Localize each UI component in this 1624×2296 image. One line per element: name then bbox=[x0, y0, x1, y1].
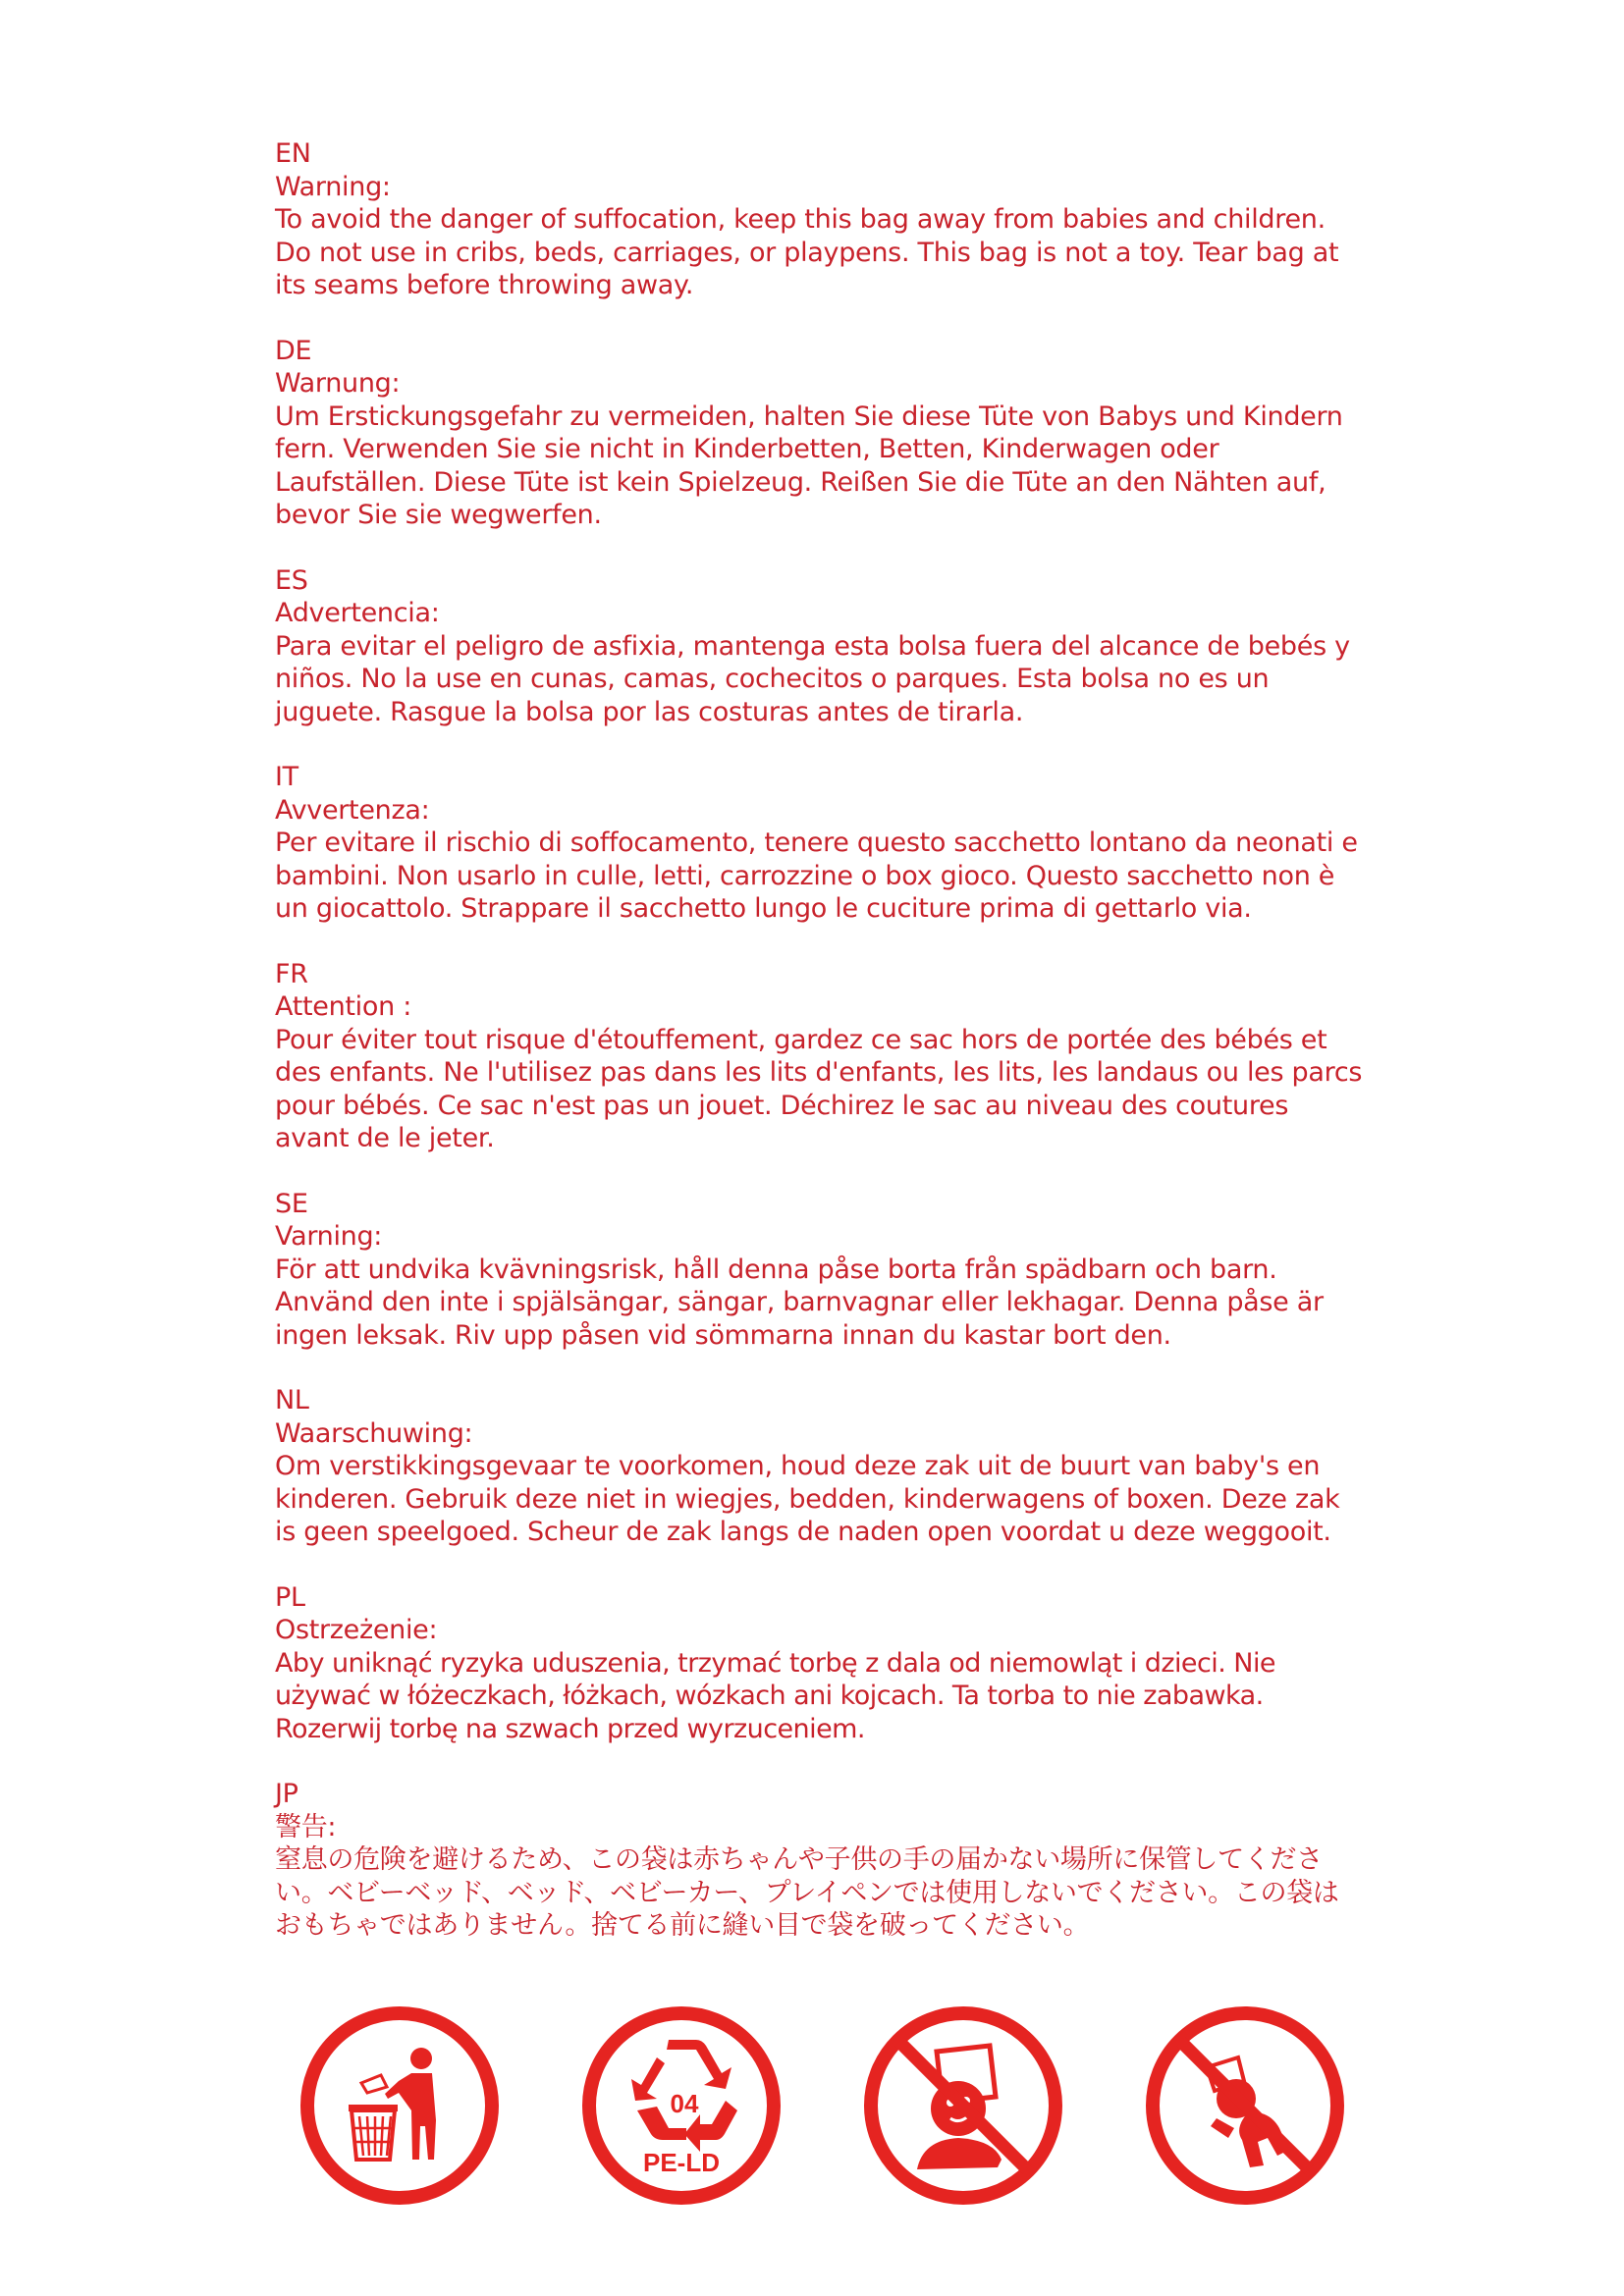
no-babies-icon bbox=[1142, 2002, 1348, 2209]
warning-title: Warnung: bbox=[275, 368, 401, 399]
warning-block-pl bbox=[275, 1581, 1365, 1746]
warning-title: Avvertenza: bbox=[275, 794, 430, 826]
warning-text: Pour éviter tout risque d'étouffement, gardez ce sac hors de portée des bébés et des enfants. Ne l'utilisez pas dans les lits d'enfants, les lits, les landaus ou les parcs pour bébés. Ce sac n'est pas un jouet. Déchirez le sac au niveau des coutures avant de le jeter. bbox=[275, 1024, 1363, 1153]
language-code: NL bbox=[275, 1385, 309, 1415]
warning-block-es bbox=[275, 564, 1365, 729]
warning-block-de bbox=[275, 335, 1365, 532]
warning-title: Advertencia: bbox=[275, 598, 440, 628]
language-code: PL bbox=[275, 1581, 305, 1613]
warning-text: Um Erstickungsgefahr zu vermeiden, halten Sie diese Tüte von Babys und Kindern fern. Verwenden Sie sie nicht in Kinderbetten, Betten, Kinderwagen oder Laufställen. Diese Tüte ist kein Spielzeug. Reißen Sie die Tüte an den Nähten auf, bevor Sie sie wegwerfen. bbox=[275, 400, 1343, 530]
warning-text: Om verstikkingsgevaar te voorkomen, houd deze zak uit de buurt van baby's en kinderen. Gebruik deze niet in wiegjes, bedden, kinderwagens of boxen. Deze zak is geen speelgoed. Scheur de zak langs de naden open voordat u deze weggooit. bbox=[275, 1451, 1340, 1547]
language-code: IT bbox=[275, 762, 298, 792]
warning-block-se bbox=[275, 1188, 1365, 1353]
warning-block-jp bbox=[275, 1778, 1365, 1943]
warning-title: Warning: bbox=[275, 171, 391, 202]
warning-block-nl bbox=[275, 1384, 1365, 1549]
warning-title: Varning: bbox=[275, 1221, 383, 1252]
warning-block-fr bbox=[275, 958, 1365, 1155]
language-code: JP bbox=[275, 1779, 298, 1809]
recycle-code: 04 bbox=[670, 2089, 699, 2118]
warning-title: 警告: bbox=[275, 1811, 337, 1842]
language-code: ES bbox=[275, 564, 308, 596]
warning-title: Waarschuwing: bbox=[275, 1417, 473, 1449]
no-bag-over-head-icon bbox=[860, 2002, 1066, 2209]
warning-text: För att undvika kvävningsrisk, håll denna påse borta från spädbarn och barn. Använd den inte i spjälsängar, sängar, barnvagnar eller lekhagar. Denna påse är ingen leksak. Riv upp påsen vid sömmarna innan du kastar bort den. bbox=[275, 1254, 1324, 1351]
warning-text: Para evitar el peligro de asfixia, mantenga esta bolsa fuera del alcance de bebés y niños. No la use en cunas, camas, cochecitos o parques. Esta bolsa no es un juguete. Rasgue la bolsa por las costuras antes de tirarla. bbox=[275, 630, 1350, 727]
language-code: FR bbox=[275, 958, 308, 989]
language-code: EN bbox=[275, 138, 311, 169]
warning-text: 窒息の危険を避けるため、この袋は赤ちゃんや子供の手の届かない場所に保管してください。ベビーベッド、ベッド、ベビーカー、プレイペンでは使用しないでください。この袋はおもちゃではありません。捨てる前に縫い目で袋を破ってください。 bbox=[275, 1844, 1339, 1941]
warning-text-area bbox=[275, 137, 1365, 1975]
warning-block-en bbox=[275, 137, 1365, 302]
warning-block-it bbox=[275, 761, 1365, 926]
recycle-label: PE-LD bbox=[643, 2148, 720, 2177]
warning-title: Attention : bbox=[275, 991, 411, 1022]
warning-text: Aby uniknąć ryzyka uduszenia, trzymać torbę z dala od niemowląt i dzieci. Nie używać w łóżeczkach, łóżkach, wózkach ani kojcach. Ta torba to nie zabawka. Rozerwij torbę na szwach przed wyrzuceniem. bbox=[275, 1647, 1275, 1744]
tidy-man-trash-icon bbox=[297, 2002, 503, 2209]
warning-text: Per evitare il rischio di soffocamento, tenere questo sacchetto lontano da neonati e bambini. Non usarlo in culle, letti, carrozzine o box gioco. Questo sacchetto non è un giocattolo. Strappare il sacchetto lungo le cuciture prima di gettarlo via. bbox=[275, 828, 1358, 924]
language-code: DE bbox=[275, 335, 312, 366]
warning-title: Ostrzeżenie: bbox=[275, 1615, 438, 1645]
recycle-pe-ld-icon bbox=[578, 2002, 785, 2209]
safety-icons-row bbox=[0, 2002, 1624, 2209]
warning-text: To avoid the danger of suffocation, keep this bag away from babies and children. Do not use in cribs, beds, carriages, or playpens. This bag is not a toy. Tear bag at its seams before throwing away. bbox=[275, 204, 1339, 300]
language-code: SE bbox=[275, 1188, 308, 1219]
